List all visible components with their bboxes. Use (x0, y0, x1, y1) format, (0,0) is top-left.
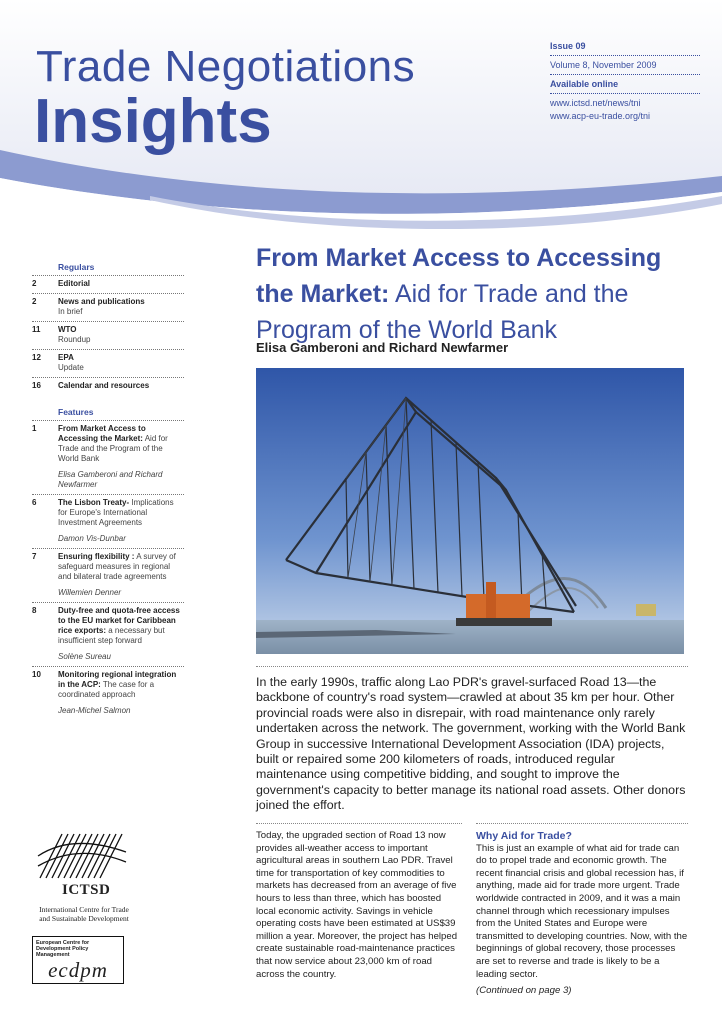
toc-subtitle: Implications for Europe's International Investment Agreements (58, 498, 174, 527)
column-2-text: This is just an example of what aid for trade can do to propel trade and economic growth. The recent financial crisis and global recession has, if anything, made aid for trade more urgent. Trade worldwide contracted in 2009, and it was a main channel through which recessionary impulses from the United States and Europe were transmitted to developing countries. Now, with the beginnings of global recovery, those processes are set to reverse and trade is likely to be a leading sector. (476, 842, 688, 980)
toc-title: Monitoring regional integration in the ACP: (58, 670, 177, 689)
toc-title: Ensuring flexibility : (58, 552, 135, 561)
features-heading: Features (58, 407, 94, 417)
toc-title: WTO (58, 325, 77, 334)
url-ictsd[interactable]: www.ictsd.net/news/tni (550, 98, 641, 108)
ecdpm-logo-text: ecdpm (48, 958, 108, 982)
ictsd-logo-text: ICTSD (62, 882, 111, 898)
toc-page-number: 6 (32, 498, 37, 507)
bridge-construction-photo (256, 368, 684, 654)
article-column-1 (256, 823, 462, 981)
toc-author: Jean-Michel Salmon (58, 706, 131, 715)
masthead-title-line2: Insights (34, 87, 272, 156)
toc-page-number: 8 (32, 606, 37, 615)
toc-feature-item[interactable] (32, 420, 184, 494)
article-column-2 (476, 823, 688, 998)
toc-feature-item[interactable] (32, 548, 184, 602)
headline-rest: Aid for Trade and the Program of the World Bank (256, 280, 629, 344)
toc-page-number: 2 (32, 279, 37, 288)
issue-volume: Volume 8, November 2009 (550, 60, 657, 70)
toc-subtitle: In brief (58, 307, 83, 316)
toc-page-number: 11 (32, 325, 41, 334)
ecdpm-logo (32, 936, 124, 984)
toc-page-number: 16 (32, 381, 41, 390)
toc-subtitle: Update (58, 363, 84, 372)
masthead (0, 0, 722, 240)
toc-subtitle: a necessary but insufficient step forward (58, 626, 165, 645)
toc-item[interactable] (32, 377, 184, 395)
toc-author: Elisa Gamberoni and Richard Newfarmer (58, 470, 163, 489)
toc-subtitle: A survey of safeguard measures in regional and bilateral trade agreements (58, 552, 176, 581)
ictsd-full-name: International Centre for Trade and Sustainable Development (39, 905, 129, 923)
toc-feature-item[interactable] (32, 602, 184, 666)
toc-title: The Lisbon Treaty- (58, 498, 130, 507)
issue-number: Issue 09 (550, 41, 586, 51)
toc-item[interactable] (32, 275, 184, 293)
toc-page-number: 1 (32, 424, 37, 433)
toc-subtitle: Aid for Trade and the Program of the World Bank (58, 434, 168, 463)
issue-info (550, 40, 700, 123)
toc-subtitle: Roundup (58, 335, 91, 344)
toc-subtitle: The case for a coordinated approach (58, 680, 155, 699)
issue-divider (550, 93, 700, 94)
toc-title: News and publications (58, 297, 145, 306)
toc-page-number: 12 (32, 353, 41, 362)
toc-item[interactable] (32, 321, 184, 349)
ecdpm-full-name: European Centre for Development Policy Management (36, 940, 90, 958)
toc-author: Willemien Denner (58, 588, 122, 597)
toc-title: Editorial (58, 279, 91, 288)
toc-title: From Market Access to Accessing the Market: (58, 424, 146, 443)
issue-divider (550, 74, 700, 75)
available-online-label: Available online (550, 79, 619, 89)
issue-divider (550, 55, 700, 56)
masthead-title-line1: Trade Negotiations (36, 42, 416, 91)
article-lead-paragraph: In the early 1990s, traffic along Lao PDR's gravel-surfaced Road 13—the backbone of country's road system—crawled at about 35 km per hour. Other provincial roads were also in disrepair, with road maintenance only rarely undertaken across the network. The government, working with the World Bank Group in successive International Development Association (IDA) projects, built or repaired some 200 kilometers of roads, introduced regular maintenance using competitive bidding, and sought to improve the government's capacity to better manage its national road assets. Other donors joined the effort. (256, 666, 688, 814)
article-headline (256, 242, 696, 350)
toc-title: EPA (58, 353, 74, 362)
toc-title: Calendar and resources (58, 381, 150, 390)
toc-title: Duty-free and quota-free access to the EU market for Caribbean rice exports: (58, 606, 180, 635)
url-acp[interactable]: www.acp-eu-trade.org/tni (550, 111, 651, 121)
column-1-text: Today, the upgraded section of Road 13 now provides all-weather access to important agricultural areas in southern Lao PDR. Travel time for transportation of key commodities to markets has decreased from an average of five hours to less than three, which has boosted local economic activity. Savings in vehicle operating costs have been estimated at US$39 million a year. Moreover, the project has helped create sustainable road-maintenance practices that now service about 23,000 km of road across the country. (256, 830, 458, 980)
table-of-contents (32, 262, 184, 720)
toc-feature-item[interactable] (32, 666, 184, 720)
toc-item[interactable] (32, 293, 184, 321)
ictsd-logo-mark (32, 826, 132, 882)
toc-feature-item[interactable] (32, 494, 184, 548)
toc-page-number: 10 (32, 670, 41, 679)
headline-bold: From Market Access to Accessing the Market: (256, 244, 662, 308)
continued-link[interactable]: (Continued on page 3) (476, 985, 572, 997)
regulars-heading: Regulars (58, 262, 95, 272)
toc-author: Solène Sureau (58, 652, 111, 661)
toc-page-number: 2 (32, 297, 37, 306)
toc-item[interactable] (32, 349, 184, 377)
toc-page-number: 7 (32, 552, 37, 561)
article-byline: Elisa Gamberoni and Richard Newfarmer (256, 340, 509, 355)
toc-author: Damon Vis-Dunbar (58, 534, 126, 543)
why-aid-for-trade-heading: Why Aid for Trade? (476, 830, 572, 842)
